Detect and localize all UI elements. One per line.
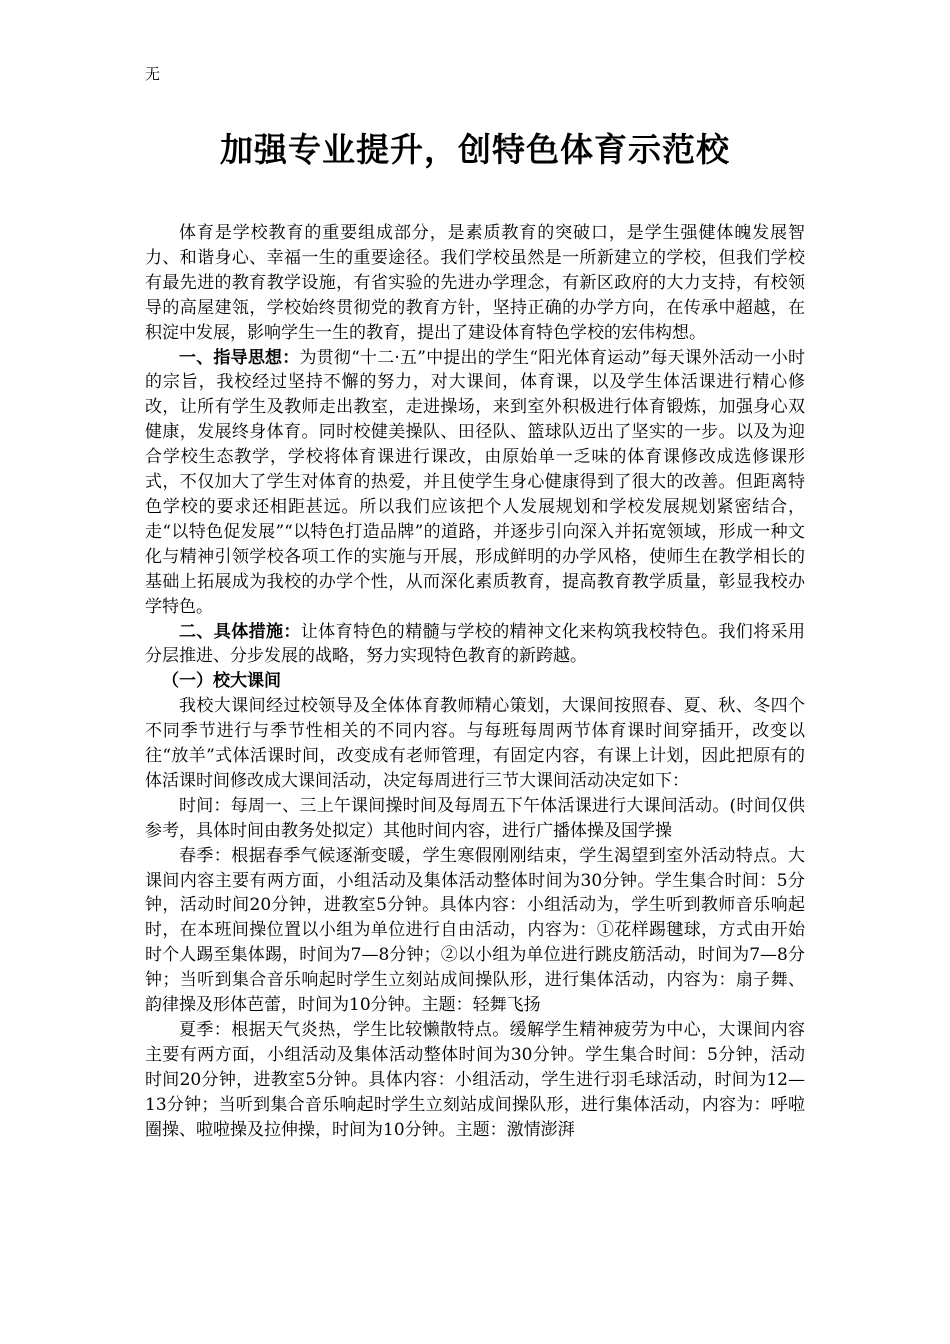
paragraph-text: 夏季：根据天气炎热，学生比较懒散特点。缓解学生精神疲劳为中心，大课间内容主要有两方面，小组活动及集体活动整体时间为30分钟。学生集合时间：5分钟，活动时间20分钟，进教室5分钟。具体内容：小组活动，学生进行羽毛球活动，时间为12—13分钟；当听到集合音乐响起时学生立刻站成间操队形，进行集体活动，内容为：呼啦圈操、啦啦操及拉伸操，时间为10分钟。主题：激情澎湃 bbox=[145, 1020, 805, 1140]
paragraph-text: 春季：根据春季气候逐渐变暖，学生寒假刚刚结束，学生渴望到室外活动特点。大课间内容主要有两方面，小组活动及集体活动整体时间为30分钟。学生集合时间：5分钟，活动时间20分钟，进教室5分钟。具体内容：小组活动为，学生听到教师音乐响起时，在本班间操位置以小组为单位进行自由活动，内容为：①花样踢毽球，方式由开始时个人踢至集体踢，时间为7—8分钟；②以小组为单位进行跳皮筋活动，时间为7—8分钟；当听到集合音乐响起时学生立刻站成间操队形，进行集体活动，内容为：扇子舞、韵律操及形体芭蕾，时间为10分钟。主题：轻舞飞扬 bbox=[145, 845, 805, 1016]
header-mark: 无 bbox=[145, 65, 161, 83]
paragraph-spring bbox=[145, 844, 805, 1018]
paragraph-text: 为贯彻“十二·五”中提出的学生“阳光体育运动”每天课外活动一小时的宗旨，我校经过坚持不懈的努力，对大课间，体育课，以及学生体活课进行精心修改，让所有学生及教师走出教室，走进操场，来到室外积极进行体育锻炼，加强身心双健康，发展终身体育。同时校健美操队、田径队、篮球队迈出了坚实的一步。以及为迎合学校生态教学，学校将体育课进行课改，由原始单一乏味的体育课修改成选修课形式，不仅加大了学生对体育的热爱，并且使学生身心健康得到了很大的改善。但距离特色学校的要求还相距甚远。所以我们应该把个人发展规划和学校发展规划紧密结合，走“以特色促发展”“以特色打造品牌”的道路，并逐步引向深入并拓宽领域，形成一种文化与精神引领学校各项工作的实施与开展，形成鲜明的办学风格，使师生在教学相长的基础上拓展成为我校的办学个性，从而深化素质教育，提高教育教学质量，彰显我校办学特色。 bbox=[145, 347, 806, 617]
paragraph-text: 让体育特色的精髓与学校的精神文化来构筑我校特色。我们将采用分层推进、分步发展的战略，努力实现特色教育的新跨越。 bbox=[145, 621, 806, 667]
document-body bbox=[145, 221, 805, 1143]
paragraph-intro bbox=[145, 221, 805, 346]
paragraph-text: 体育是学校教育的重要组成部分，是素质教育的突破口，是学生强健体魄发展智力、和谐身心、幸福一生的重要途径。我们学校虽然是一所新建立的学校，但我们学校有最先进的教育教学设施，有省实验的先进办学理念，有新区政府的大力支持，有校领导的高屋建瓴，学校始终贯彻党的教育方针，坚持正确的办学方向，在传承中超越，在积淀中发展，影响学生一生的教育，提出了建设体育特色学校的宏伟构想。 bbox=[145, 223, 805, 343]
document-title: 加强专业提升，创特色体育示范校 bbox=[220, 130, 730, 169]
paragraph-guiding-ideology bbox=[145, 346, 805, 620]
subsection-title: （一）校大课间 bbox=[162, 671, 281, 692]
paragraph-big-break-intro bbox=[145, 694, 805, 794]
section-heading: 二、具体措施： bbox=[179, 621, 301, 642]
paragraph-specific-measures bbox=[145, 620, 805, 670]
subsection-heading bbox=[145, 669, 805, 694]
paragraph-summer bbox=[145, 1018, 805, 1143]
paragraph-schedule bbox=[145, 794, 805, 844]
section-heading: 一、指导思想： bbox=[179, 347, 300, 368]
paragraph-text: 时间：每周一、三上午课间操时间及每周五下午体活课进行大课间活动。(时间仅供参考，具体时间由教务处拟定）其他时间内容，进行广播体操及国学操 bbox=[145, 795, 805, 841]
paragraph-text: 我校大课间经过校领导及全体体育教师精心策划，大课间按照春、夏、秋、冬四个不同季节进行与季节性相关的不同内容。与每班每周两节体育课时间穿插开，改变以往“放羊”式体活课时间，改变成有老师管理，有固定内容，有课上计划，因此把原有的体活课时间修改成大课间活动，决定每周进行三节大课间活动决定如下： bbox=[145, 696, 805, 791]
